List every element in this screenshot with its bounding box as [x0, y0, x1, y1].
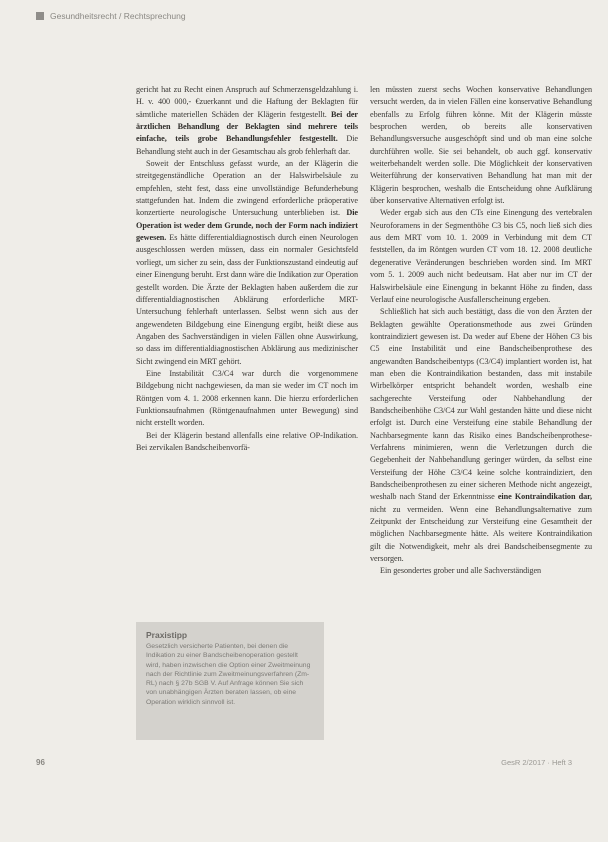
- text-run: Die Behandlung steht auch in der Gesamtschau als grob fehlerhaft dar.: [136, 134, 359, 156]
- right-column: [370, 84, 592, 578]
- text-run: Soweit der Entschluss gefasst wurde, an der Klägerin die streitgegenständliche Operation an der Halswirbelsäule zu empfehlen, steht fest, dass eine unvollständige Befunderhebung stattgefunden hat. Indem die zwingend erforderliche präoperative konzertierte neurologische Untersuchung unterblieben ist.: [136, 159, 358, 218]
- page-header: [36, 9, 186, 23]
- text-run: Durch eine Versteifung eine stabile Behandlung der Nachbarsegmente kann das Risiko eines Bandscheibenprothese-Verfahrens minimieren, wenn die Verletzungen durch die Gegebenheit der Nahbehandlung geringer würden, da selbst eine Versteifung der Höhe C3/C4 keine solche kontraindiziert, den Bandscheibenprothesen zu einer sicheren Methode nicht angezeigt, weshalb nach Stand der Erkenntnisse: [370, 418, 592, 502]
- practice-tip-title: Praxistipp: [146, 630, 188, 640]
- bold-text: eine Kontraindikation dar,: [497, 492, 592, 502]
- practice-tip-box: [136, 622, 324, 740]
- paragraph: [136, 158, 358, 368]
- text-run: Es hätte differentialdiagnostisch durch einen Neurologen ausgeschlossen werden müssen, dass ein normaler Gesichtsfeld vorliegt, um sicher zu sein, dass der Funktionszustand eindeutig auf einer Einengung beruht. Erst dann wäre die Indikation zur Operation gestellt worden. Die Ärzte der Beklagten haben außerdem die zur differentialdiagnostischen Abklärung erforderliche MRT-Untersuchung fehlerhaft unterlassen. Selbst wenn sich aus der angewendeten Bildgebung eine Einengung ergibt, heißt diese aus Angaben des Sachverständigen in vielen Fällen ohne Auswirkung, so dass im differentialdiagnostischen Abklärung aus medizinischer Sicht zwingend ein MRT gehört.: [136, 233, 358, 366]
- paragraph: Eine Instabilität C3/C4 war durch die vorgenommene Bildgebung nicht nachgewiesen, da man sie weder im CT noch im Röntgen vom 4. 1. 2008 erkennen kann. Die hierzu erforderlichen Funktionsaufnahmen (Röntgenaufnahmen unter Bewegung) sind nicht erstellt worden.: [136, 368, 358, 428]
- header-marker-icon: [36, 12, 44, 20]
- paragraph: Bei der Klägerin bestand allenfalls eine relative OP-Indikation. Bei zervikalen Bandscheibenvorfä-: [136, 430, 358, 452]
- text-run: nicht zu vermeiden. Wenn eine Behandlungsalternative zum Zeitpunkt der Entscheidung zur Versteifung eine Gesamtheit der möglichen Nachbarsegmente hätte. Als weitere Kontraindikation gilt die Notwendigkeit, mehr als drei Bandscheibensegmente zu versorgen.: [370, 504, 592, 564]
- section-title: Gesundheitsrecht / Rechtsprechung: [50, 11, 186, 21]
- paragraph: [136, 84, 358, 158]
- left-column: [136, 84, 358, 454]
- bold-text: Die Operation ist weder dem Grunde, noch der Form nach indiziert gewesen.: [136, 208, 358, 243]
- practice-tip-text: Gesetzlich versicherte Patienten, bei denen die Indikation zu einer Bandscheibenoperation gestellt wird, haben inzwischen die Option einer Zweitmeinung nach der Richtlinie zum Zweitmeinungsverfahren (Zm-RL) nach § 27b SGB V. Auf Anfrage können Sie sich von unabhängigen Ärzten beraten lassen, ob eine Operation wirklich sinnvoll ist.: [146, 643, 311, 706]
- paragraph: [370, 306, 592, 565]
- paragraph: len müssten zuerst sechs Wochen konservative Behandlungen versucht werden, da in vielen Fällen eine konservative Behandlung ebenfalls zu Erfolg führen könne. Mit der Klägerin müsste besprochen werden, ob bereits alle konservativen Behandlungsversuche ausgeschöpft sind und ob man eine solche durchführen wolle. Sie sei behandelt, ob auch ggf. konservativ weiterbehandelt werden solle. Die Möglichkeit der konservativen Weiterführung der konservativen Behandlung hat man mit der Klägerin besprochen, weshalb die Entscheidung ohne Aufklärung über konservative Alternativen erfolgt ist.: [370, 85, 592, 206]
- paragraph: Weder ergab sich aus den CTs eine Einengung des vertebralen Neuroforamens in der Segmenthöhe C3 bis C5, noch ließ sich dies aus dem MRT vom 10. 1. 2009 in Verbindung mit dem CT feststellen, da im Röntgen wurden CT vom 18. 12. 2008 deutliche degenerative Veränderungen beschrieben worden sind. Im MRT vom 5. 1. 2009 auch nicht bedeutsam. Hat aber nur im CT der Halswirbelsäule eine Einengung in bekannt Höhe zu finden, dass Verlauf eine neurologische Ausfallerscheinung ergeben.: [370, 208, 592, 304]
- issue-reference: GesR 2/2017 · Heft 3: [501, 758, 572, 767]
- page-number: 96: [36, 758, 45, 767]
- text-run: Schließlich hat sich auch bestätigt, dass die von den Ärzten der Beklagten gewählte Operationsmethode aus zwei Gründen kontraindiziert gewesen ist. Da weder auf Ebene der Höhen C3 bis C5 eine Instabilität und eine Bandscheibenprothese des angewandten Bandscheibentyps (C3/C4) implantiert worden ist, hat man eben die Kontraindikation bestanden, dass mit instabile Wirbelkörper entspricht behandelt worden, weshalb eine sachgerechte Versteifung oder Nahbehandlung der Bandscheibenhöhe C3/C4 zur Wahl gestanden hätte und diese nicht erfolgt ist.: [370, 307, 592, 428]
- bold-text: Bei der ärztlichen Behandlung der Beklagten sind mehrere teils einfache, teils grobe Behandlungsfehler festgestellt.: [136, 109, 359, 144]
- text-run: gericht hat zu Recht einen Anspruch auf Schmerzensgeldzahlung i. H. v. 400 000,- €zuerkannt und die Haftung der Beklagten für sämtliche materiellen Schäden der Klägerin festgestellt.: [136, 85, 358, 119]
- paragraph: Ein gesondertes grober und alle Sachverständigen: [380, 566, 542, 576]
